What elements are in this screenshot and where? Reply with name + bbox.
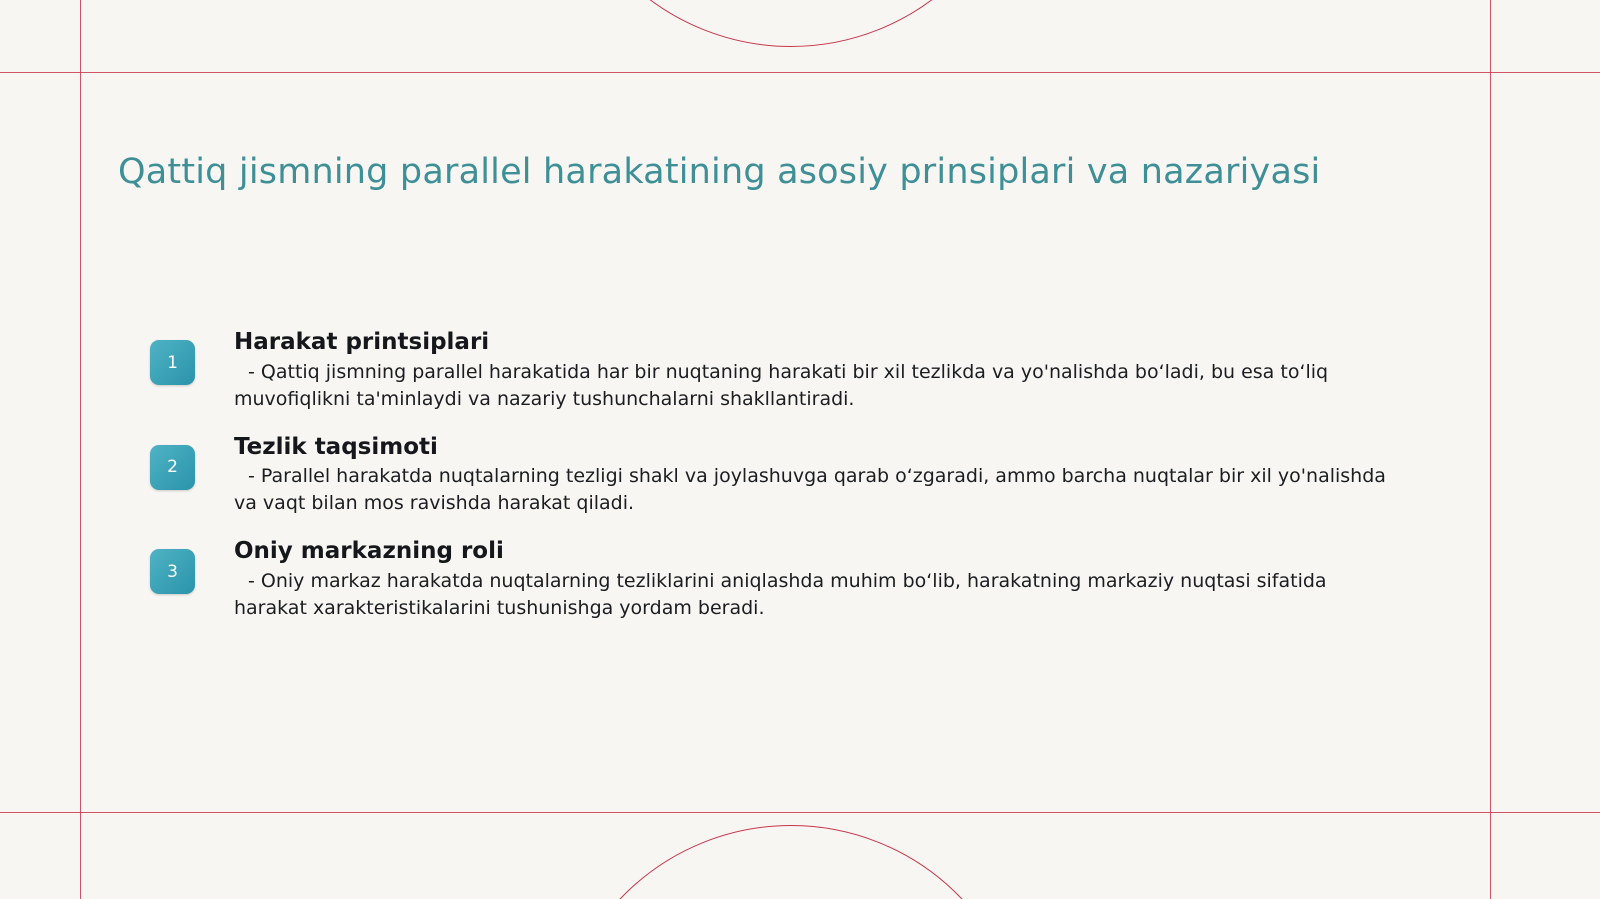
page-title: Qattiq jismning parallel harakatining asosiy prinsiplari va nazariyasi [118,152,1321,192]
list-item [150,330,1440,413]
guide-line-bottom [0,812,1600,813]
principles-list [150,330,1440,644]
item-number-badge: 2 [150,445,195,490]
item-title: Oniy markazning roli [234,538,504,565]
item-description: - Qattiq jismning parallel harakatida har bir nuqtaning harakati bir xil tezlikda va yo'nalishda bo‘ladi, bu esa to‘liq muvofiqlikni ta'minlaydi va nazariy tushunchalarni shakllantiradi. [234,360,1329,410]
decorative-arc-bottom [555,825,1027,899]
item-title: Harakat printsiplari [234,329,490,355]
item-description: - Oniy markaz harakatda nuqtalarning tezliklarini aniqlashda muhim bo‘lib, harakatning markaziy nuqtasi sifatida harakat xarakteristikalarini tushunishga yordam beradi. [234,570,1327,620]
list-item [150,539,1440,622]
decorative-arc-top [555,0,1027,47]
item-number-badge: 3 [150,549,195,594]
list-item [150,435,1440,518]
item-title: Tezlik taqsimoti [234,433,438,460]
item-body [234,328,1394,413]
item-body [234,537,1394,622]
item-body [234,433,1394,518]
guide-line-right [1490,0,1491,899]
item-number-badge: 1 [150,340,195,385]
item-description: - Parallel harakatda nuqtalarning tezligi shakl va joylashuvga qarab o‘zgaradi, ammo barcha nuqtalar bir xil yo'nalishda va vaqt bilan mos ravishda harakat qiladi. [234,465,1386,515]
